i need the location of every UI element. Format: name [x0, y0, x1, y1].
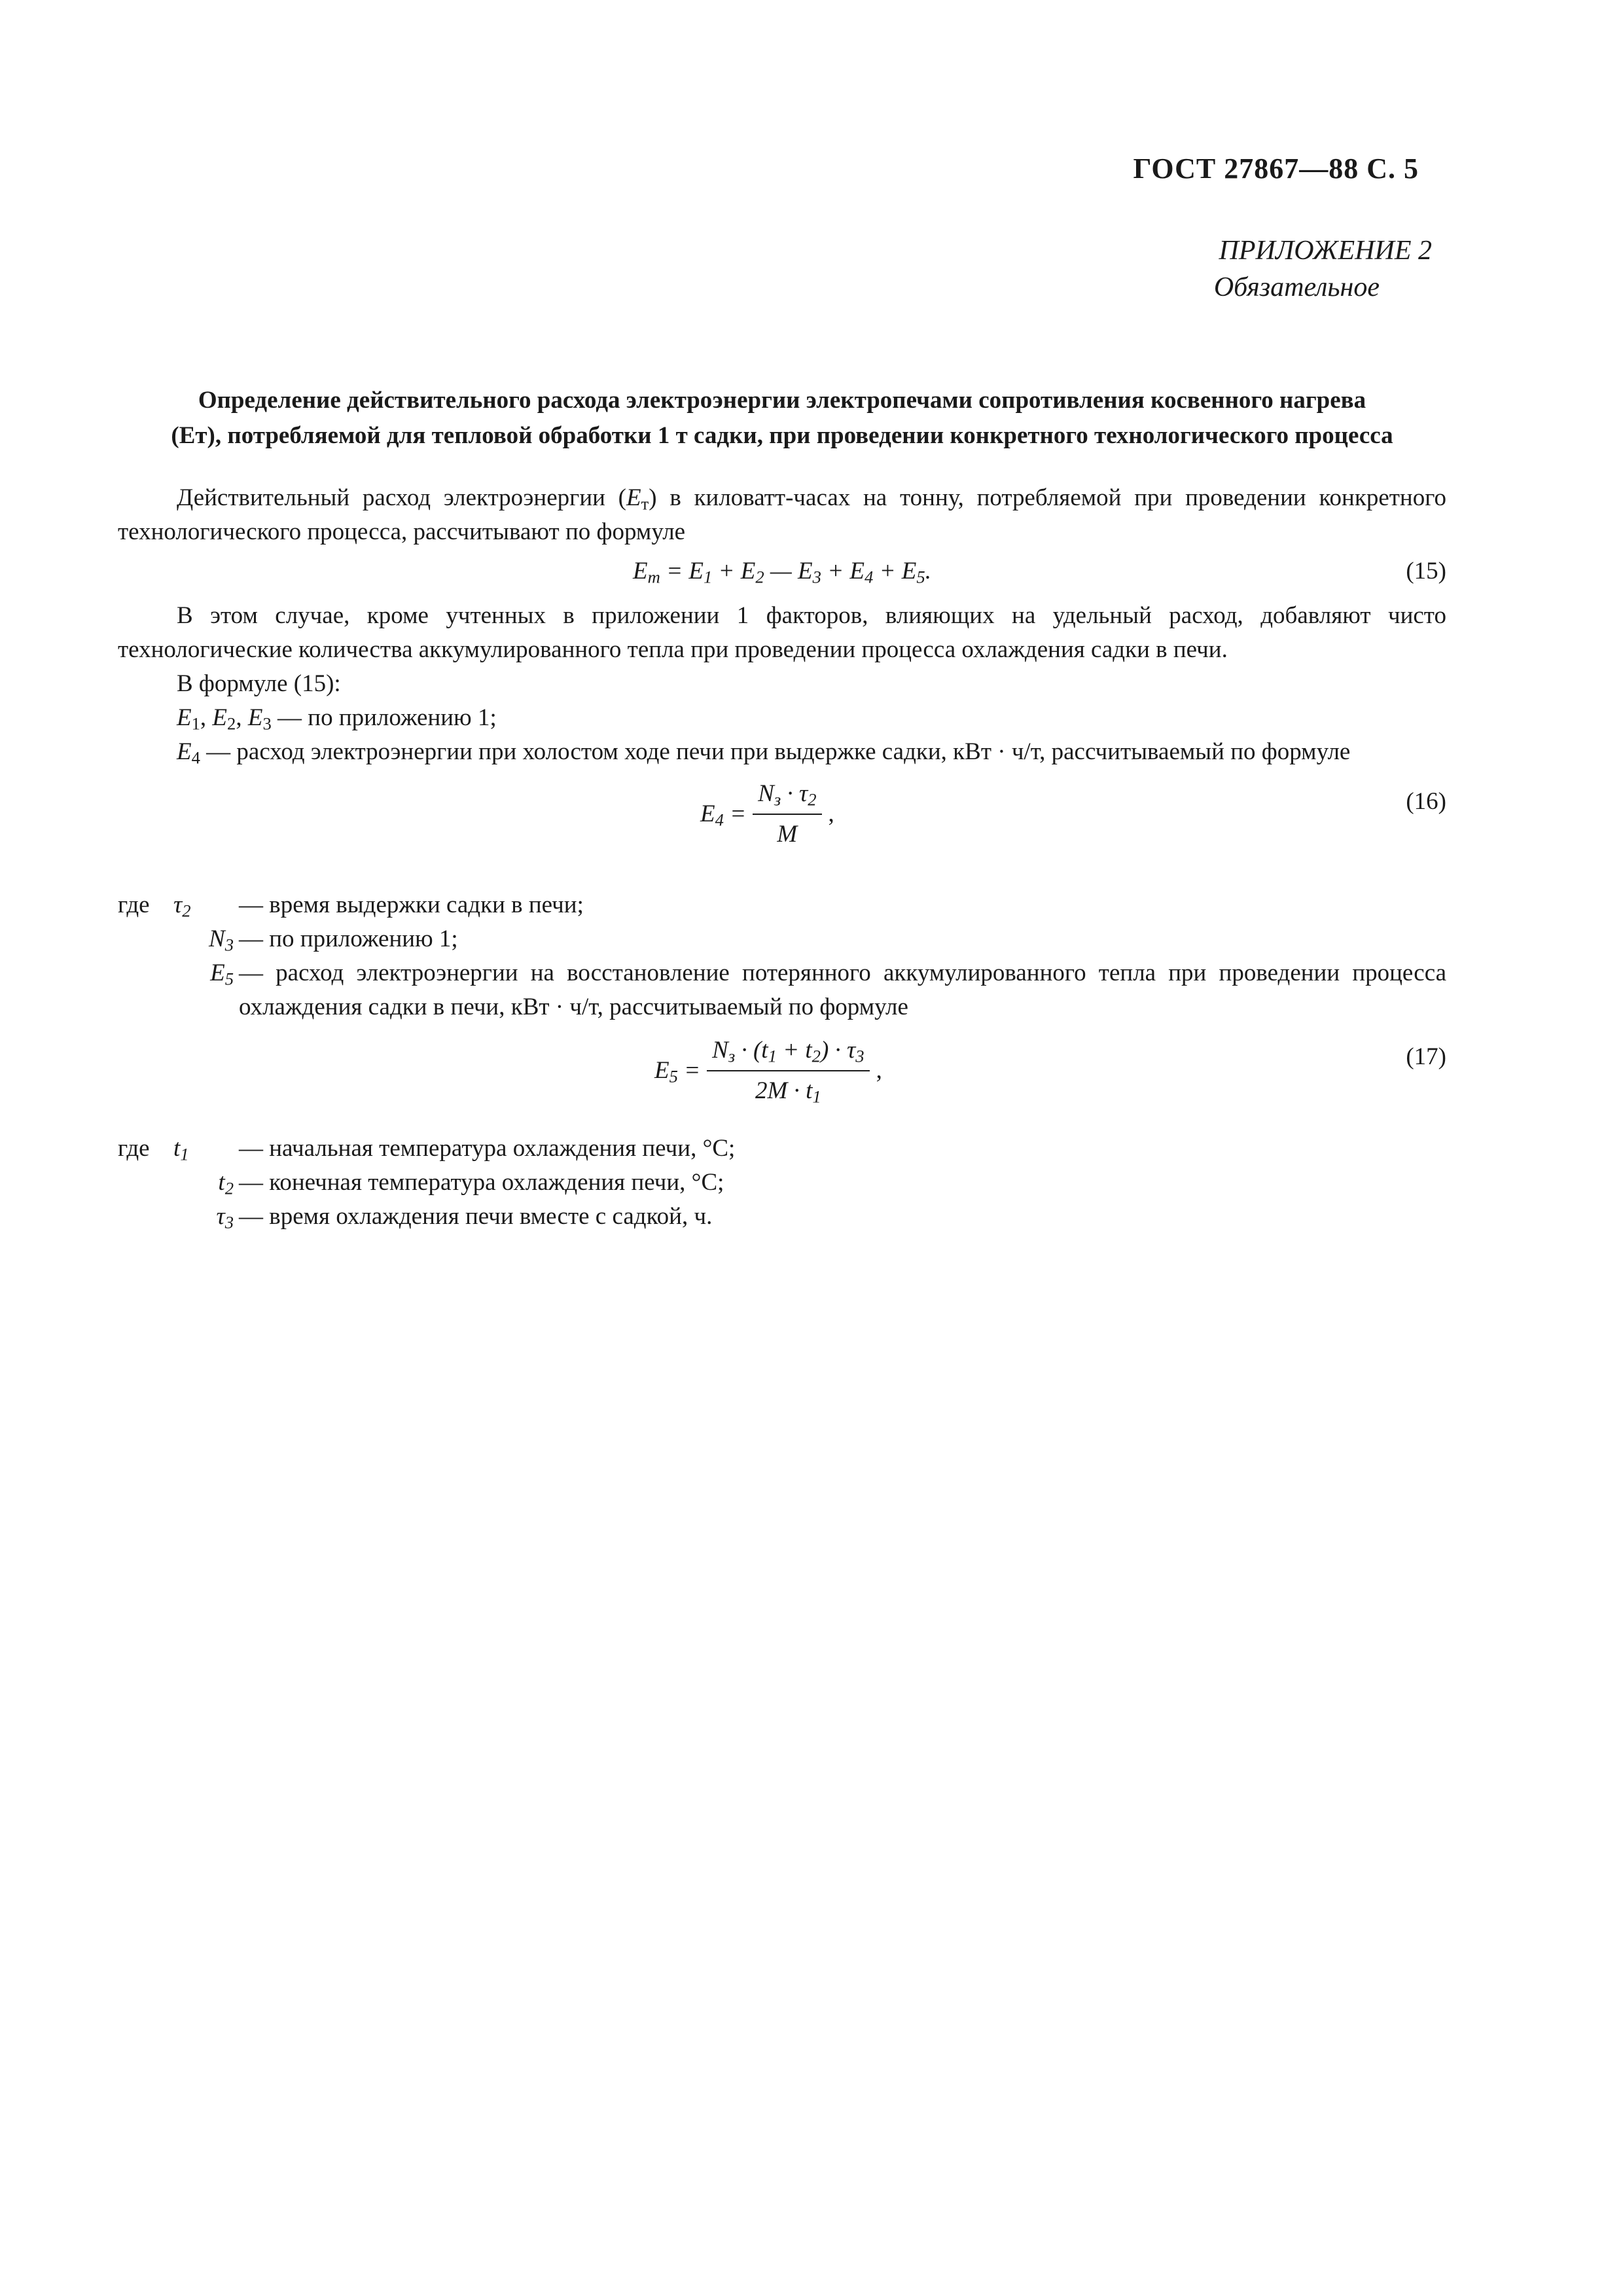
paragraph-3: В формуле (15):	[177, 670, 341, 697]
appendix-block	[1214, 232, 1432, 306]
paragraph-2: В этом случае, кроме учтенных в приложении 1 факторов, влияющих на удельный расход, добавляют чисто технологические количества аккумулированного тепла при проведении процесса охлаждения садки в печи.	[118, 602, 1446, 663]
formula-16	[118, 777, 1446, 888]
legend-t2: $t_2$ — конечная температура охлаждения печи, °С;	[218, 1169, 724, 1198]
legend-t1: где $t_1$ — начальная температура охлаждения печи, °С;	[118, 1135, 736, 1164]
section-title-line2: (Eт), потребляемой для тепловой обработки 1 т садки, при проведении конкретного технологического процесса	[171, 422, 1393, 449]
formula-16-number: (16)	[1406, 788, 1446, 815]
paragraph-4: $E_1$, $E_2$, $E_3$ — по приложению 1;	[177, 704, 497, 734]
appendix-label: ПРИЛОЖЕНИЕ 2	[1219, 236, 1432, 266]
legend-tau3: $\tau_3$ — время охлаждения печи вместе с садкой, ч.	[216, 1203, 713, 1232]
body-text	[118, 481, 1446, 1234]
legend-17	[118, 1132, 1446, 1234]
paragraph-1: Действительный расход электроэнергии $(E_т)$ в киловатт-часах на тонну, потребляемой при проведении конкретного технологического процесса, рассчитывают по формуле	[118, 484, 1446, 545]
legend-tau2: где $\tau_2$ — время выдержки садки в печи;	[118, 891, 584, 921]
page-header: ГОСТ 27867—88 С. 5	[1133, 152, 1419, 185]
section-title-line1: Определение действительного расхода электроэнергии электропечами сопротивления косвенного нагрева	[198, 387, 1366, 414]
formula-17-expression: $E_5$ = $\frac{N_з \cdot (t_1 + t_2) \cdot \tau_3}{2M \cdot t_1}$ ,	[654, 1033, 882, 1108]
formula-15	[118, 554, 1446, 599]
formula-17	[118, 1033, 1446, 1132]
formula-17-number: (17)	[1406, 1043, 1446, 1070]
formula-15-expression: $E_т = E_1 + E_2$ — $E_3 + E_4 + E_5$.	[633, 558, 931, 587]
formula-15-number: (15)	[1406, 558, 1446, 584]
legend-n3: $N_3$ — по приложению 1;	[209, 925, 458, 955]
formula-16-expression: $E_4$ = $\frac{N_з \cdot \tau_2}{M}$ ,	[700, 777, 834, 852]
legend-16	[118, 888, 1446, 1024]
section-title	[118, 383, 1446, 454]
paragraph-5: $E_4$ — расход электроэнергии при холостом ходе печи при выдержке садки, кВт · ч/т, рассчитываемый по формуле	[177, 738, 1351, 768]
legend-e5: $E_5$ — расход электроэнергии на восстановление потерянного аккумулированного тепла при проведении процесса охлаждения садки в печи, кВт · ч/т, рассчитываемый по формуле	[210, 960, 1446, 1020]
appendix-status: Обязательное	[1213, 272, 1380, 302]
